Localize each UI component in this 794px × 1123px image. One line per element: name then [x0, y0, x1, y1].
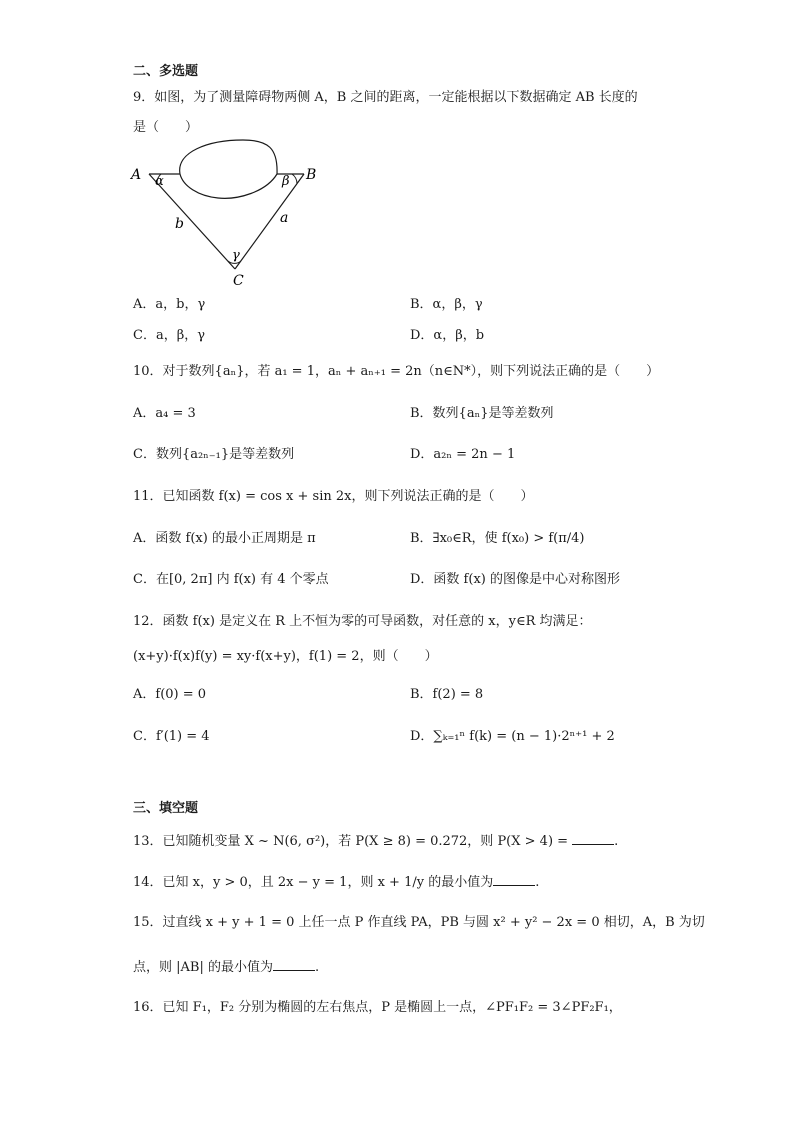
- q9-stem-line2: 是（ ）: [133, 120, 199, 135]
- q9-option-b[interactable]: B．α，β，γ: [410, 297, 483, 312]
- label-C: C: [233, 273, 244, 289]
- angle-beta-arc: [292, 174, 297, 184]
- label-alpha: α: [155, 174, 164, 189]
- q15-answer-blank[interactable]: [273, 958, 315, 971]
- q13-answer-blank[interactable]: [572, 832, 614, 845]
- q9-option-d[interactable]: D．α，β，b: [410, 328, 485, 343]
- q9-triangle-figure: [128, 138, 328, 290]
- q10-option-d[interactable]: D．a₂ₙ = 2n − 1: [410, 447, 516, 462]
- label-beta: β: [282, 174, 290, 189]
- side-a-line: [235, 174, 304, 269]
- q12-option-a[interactable]: A．f(0) = 0: [133, 687, 207, 702]
- q12-option-c[interactable]: C．f′(1) = 4: [133, 729, 210, 744]
- q13-line: [133, 832, 618, 851]
- q16-stem: 16．已知 F₁，F₂ 分别为椭圆的左右焦点，P 是椭圆上一点，∠PF₁F₂ = 3∠PF₂F₁，: [133, 1000, 622, 1015]
- obstacle-shape: [180, 140, 277, 198]
- q15-end: .: [314, 960, 320, 975]
- label-B: B: [306, 167, 317, 183]
- q9-option-a[interactable]: A．a，b，γ: [133, 297, 206, 312]
- label-A: A: [131, 167, 142, 183]
- q10-option-b[interactable]: B．数列{aₙ}是等差数列: [410, 406, 554, 421]
- section-heading-fill-in: 三、填空题: [133, 801, 199, 816]
- q9-stem-line1: 9．如图，为了测量障碍物两侧 A，B 之间的距离，一定能根据以下数据确定 AB 长度的: [133, 90, 638, 105]
- q15-line2: 点，则 |AB| 的最小值为: [133, 960, 273, 975]
- q10-stem: 10．对于数列{aₙ}，若 a₁ = 1，aₙ + aₙ₊₁ = 2n（n∈N*），则下列说法正确的是（ ）: [133, 364, 660, 379]
- q9-option-c[interactable]: C．a，β，γ: [133, 328, 205, 343]
- q10-option-a[interactable]: A．a₄ = 3: [133, 406, 196, 421]
- q15-line1: 15．过直线 x + y + 1 = 0 上任一点 P 作直线 PA，PB 与圆 x² + y² − 2x = 0 相切，A，B 为切: [133, 915, 705, 930]
- q14-end: .: [535, 875, 540, 890]
- q11-option-b[interactable]: B．∃x₀∈R，使 f(x₀) > f(π/4): [410, 531, 585, 546]
- label-b: b: [175, 216, 184, 232]
- label-gamma: γ: [232, 248, 240, 263]
- q14-line: [133, 873, 539, 892]
- q13-end: .: [614, 834, 619, 849]
- q15-line2-wrap: [133, 958, 319, 977]
- q11-option-a[interactable]: A．函数 f(x) 的最小正周期是 π: [133, 531, 316, 546]
- q13-text: 13．已知随机变量 X ~ N(6, σ²)，若 P(X ≥ 8) = 0.272，则 P(X > 4) =: [133, 834, 573, 849]
- q12-option-d[interactable]: D．∑ₖ₌₁ⁿ f(k) = (n − 1)·2ⁿ⁺¹ + 2: [410, 729, 615, 744]
- q11-option-d[interactable]: D．函数 f(x) 的图像是中心对称图形: [410, 572, 620, 587]
- q10-option-c[interactable]: C．数列{a₂ₙ₋₁}是等差数列: [133, 447, 295, 462]
- q14-answer-blank[interactable]: [493, 873, 535, 886]
- section-heading-multiple-choice: 二、多选题: [133, 64, 199, 79]
- label-a: a: [280, 210, 289, 226]
- q11-option-c[interactable]: C．在[0, 2π] 内 f(x) 有 4 个零点: [133, 572, 329, 587]
- q12-stem-line1: 12．函数 f(x) 是定义在 R 上不恒为零的可导函数，对任意的 x，y∈R 均满足：: [133, 614, 592, 629]
- q14-text: 14．已知 x，y > 0，且 2x − y = 1，则 x + 1/y 的最小值为: [133, 875, 494, 890]
- q12-option-b[interactable]: B．f(2) = 8: [410, 687, 484, 702]
- q12-stem-line2: (x+y)·f(x)f(y) = xy·f(x+y)，f(1) = 2，则（ ）: [133, 649, 438, 664]
- q11-stem: 11．已知函数 f(x) = cos x + sin 2x，则下列说法正确的是（ ）: [133, 489, 534, 504]
